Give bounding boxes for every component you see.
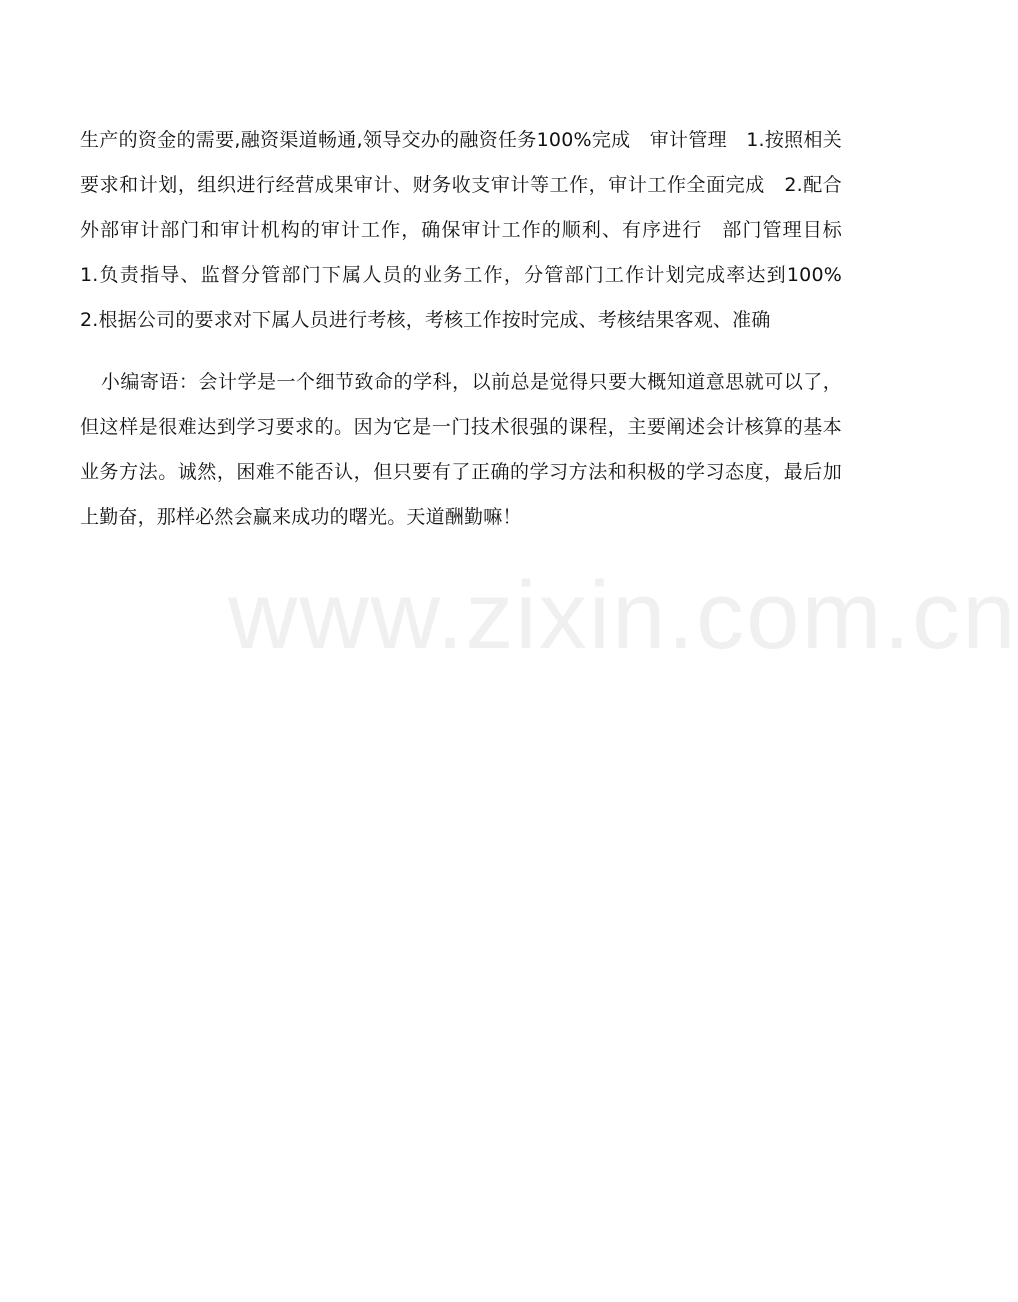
watermark-text: www.zixin.com.cn [228,562,1018,669]
editor-note-paragraph: 小编寄语：会计学是一个细节致命的学科，以前总是觉得只要大概知道意思就可以了，但这样是很难达到学习要求的。因为它是一门技术很强的课程，主要阐述会计核算的基本业务方法。诚然，困难不能否认，但只要有了正确的学习方法和积极的学习态度，最后加上勤奋，那样必然会赢来成功的曙光。天道酬勤嘛！ [80,371,842,528]
management-goals-paragraph: 生产的资金的需要,融资渠道畅通,领导交办的融资任务100%完成 审计管理 1.按照相关要求和计划，组织进行经营成果审计、财务收支审计等工作，审计工作全面完成 2.配合外部审计部门和审计机构的审计工作，确保审计工作的顺利、有序进行 部门管理目标 1.负责指导、监督分管部门下属人员的业务工作，分管部门工作计划完成率达到100% 2.根据公司的要求对下属人员进行考核，考核工作按时完成、考核结果客观、准确 [80,129,862,331]
document-page [80,118,862,540]
